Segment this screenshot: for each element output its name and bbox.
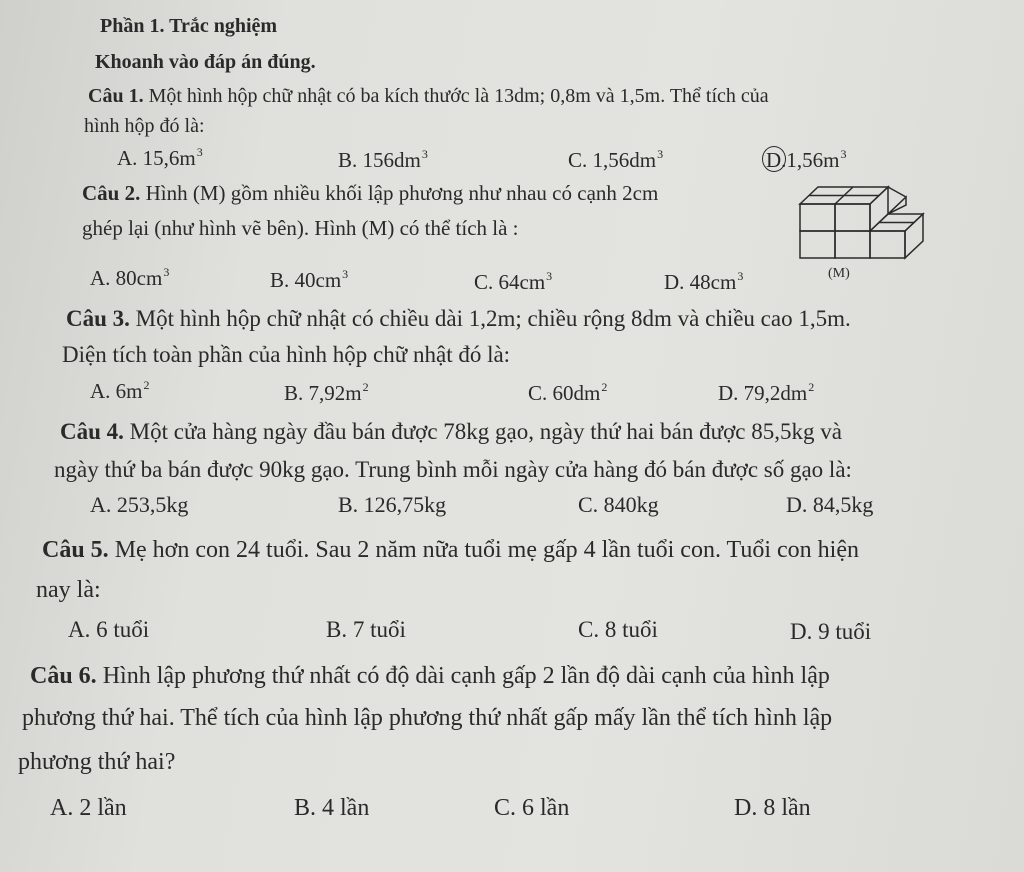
q2-text-line1: Câu 2. Hình (M) gồm nhiều khối lập phương như nhau có cạnh 2cm bbox=[82, 181, 659, 205]
q5-prefix: Câu 5. bbox=[42, 537, 109, 563]
q4-option-c[interactable]: C. 840kg bbox=[578, 492, 659, 517]
q2-option-d[interactable]: D. $48cm^3$ bbox=[664, 269, 744, 294]
q3-text-line2: Diện tích toàn phần của hình hộp chữ nhật đó là: bbox=[62, 342, 511, 367]
q1-option-c[interactable]: C. $1,56dm^3$ bbox=[568, 147, 664, 172]
q5-option-c[interactable]: C. 8 tuổi bbox=[578, 617, 658, 642]
q2-prefix: Câu 2. bbox=[82, 181, 141, 205]
q1-option-d[interactable]: $D.1,56m^3$ bbox=[766, 147, 847, 172]
q6-option-d[interactable]: D. 8 lần bbox=[734, 795, 811, 821]
q1-option-b[interactable]: B. $156dm^3$ bbox=[338, 147, 428, 172]
q3-option-b[interactable]: B. $7,92m^2$ bbox=[284, 380, 369, 405]
q4-text-line2: ngày thứ ba bán được 90kg gạo. Trung bình mỗi ngày cửa hàng đó bán được số gạo là: bbox=[54, 457, 852, 482]
q1-option-a[interactable]: A. $15,6m^3$ bbox=[117, 145, 203, 170]
q4-text-line1: Câu 4. Một cửa hàng ngày đầu bán được 78kg gạo, ngày thứ hai bán được 85,5kg và bbox=[60, 419, 842, 444]
q5-option-d[interactable]: D. 9 tuổi bbox=[790, 619, 872, 644]
q5-text-line1: Câu 5. Mẹ hơn con 24 tuổi. Sau 2 năm nữa tuổi mẹ gấp 4 lần tuổi con. Tuổi con hiện bbox=[42, 537, 859, 563]
q4-option-b[interactable]: B. 126,75kg bbox=[338, 492, 447, 517]
q5-text-line2: nay là: bbox=[36, 577, 101, 603]
q3-prefix: Câu 3. bbox=[66, 306, 130, 331]
q6-option-b[interactable]: B. 4 lần bbox=[294, 795, 370, 821]
q4-option-d[interactable]: D. 84,5kg bbox=[786, 492, 874, 517]
q3-option-a[interactable]: A. $6m^2$ bbox=[90, 378, 150, 403]
q4-option-a[interactable]: A. 253,5kg bbox=[90, 492, 189, 517]
q6-option-a[interactable]: A. 2 lần bbox=[50, 795, 127, 821]
q3-option-c[interactable]: C. $60dm^2$ bbox=[528, 380, 608, 405]
q6-prefix: Câu 6. bbox=[30, 663, 97, 689]
q6-text-line2: phương thứ hai. Thể tích của hình lập phương thứ nhất gấp mấy lần thể tích hình lập bbox=[22, 705, 833, 731]
q5-option-b[interactable]: B. 7 tuổi bbox=[326, 617, 406, 642]
q5-option-a[interactable]: A. 6 tuổi bbox=[68, 617, 150, 642]
q1-text-line2: hình hộp đó là: bbox=[84, 115, 205, 137]
q4-prefix: Câu 4. bbox=[60, 419, 124, 444]
q6-text-line1: Câu 6. Hình lập phương thứ nhất có độ dài cạnh gấp 2 lần độ dài cạnh của hình lập bbox=[30, 663, 830, 689]
q2-option-b[interactable]: B. $40cm^3$ bbox=[270, 267, 349, 292]
q3-text-line1: Câu 3. Một hình hộp chữ nhật có chiều dài 1,2m; chiều rộng 8dm và chiều cao 1,5m. bbox=[66, 306, 851, 331]
q1-text-line1: Câu 1. Một hình hộp chữ nhật có ba kích thước là 13dm; 0,8m và 1,5m. Thể tích của bbox=[88, 85, 769, 107]
section-instruction: Khoanh vào đáp án đúng. bbox=[95, 51, 316, 73]
selected-answer-circle: D. bbox=[766, 148, 787, 172]
q6-text-line3: phương thứ hai? bbox=[18, 749, 176, 775]
q2-text-line2: ghép lại (như hình vẽ bên). Hình (M) có thể tích là : bbox=[82, 216, 519, 240]
section-title: Phần 1. Trắc nghiệm bbox=[100, 15, 278, 37]
q1-prefix: Câu 1. bbox=[88, 85, 144, 107]
q2-option-c[interactable]: C. $64cm^3$ bbox=[474, 269, 553, 294]
figure-label: (M) bbox=[828, 266, 850, 281]
q3-option-d[interactable]: D. $79,2dm^2$ bbox=[718, 380, 815, 405]
q2-option-a[interactable]: A. $80cm^3$ bbox=[90, 265, 170, 290]
q6-option-c[interactable]: C. 6 lần bbox=[494, 795, 570, 821]
cube-stack-figure bbox=[796, 183, 944, 265]
